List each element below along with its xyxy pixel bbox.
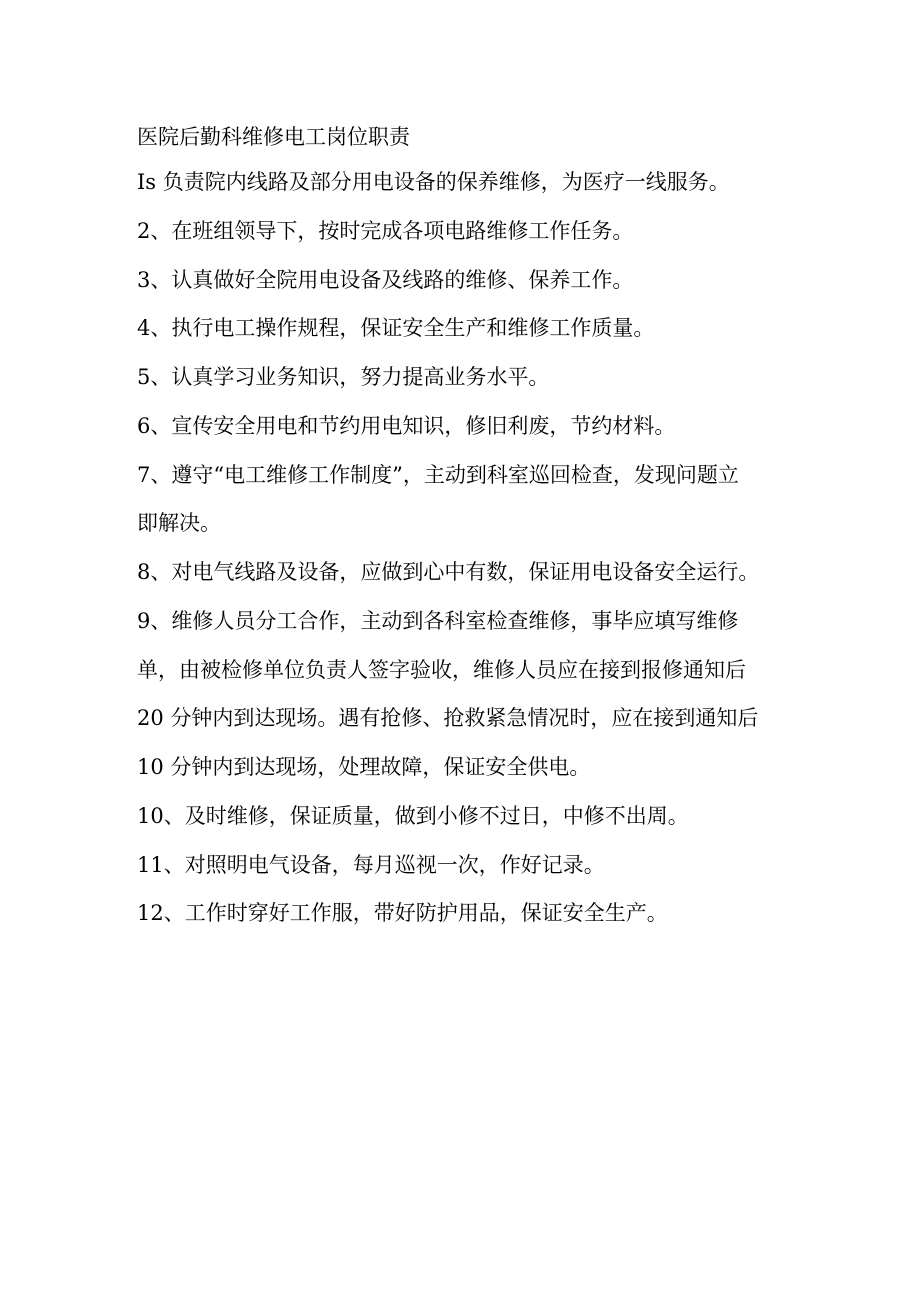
duty-item-10: 10、及时维修，保证质量，做到小修不过日，中修不出周。 <box>137 804 689 828</box>
duty-item-8: 8、对电气线路及设备，应做到心中有数，保证用电设备安全运行。 <box>137 560 760 584</box>
document-title: 医院后勤科维修电工岗位职责 <box>137 125 410 149</box>
duty-item-7-continued: 即解决。 <box>137 511 221 535</box>
duty-item-7: 7、遵守“电工维修工作制度”，主动到科室巡回检查，发现问题立 <box>137 463 739 487</box>
duty-item-11: 11、对照明电气设备，每月巡视一次，作好记录。 <box>137 853 605 877</box>
duty-item-2: 2、在班组领导下，按时完成各项电路维修工作任务。 <box>137 219 634 243</box>
duty-item-12: 12、工作时穿好工作服，带好防护用品，保证安全生产。 <box>137 901 668 925</box>
duty-item-9-continued-2: 20 分钟内到达现场。遇有抢修、抢救紧急情况时，应在接到通知后 <box>137 706 759 730</box>
duty-item-9-continued-1: 单，由被检修单位负责人签字验收，维修人员应在接到报修通知后 <box>137 658 746 682</box>
duty-item-9-continued-3: 10 分钟内到达现场，处理故障，保证安全供电。 <box>137 755 591 779</box>
duty-item-4: 4、执行电工操作规程，保证安全生产和维修工作质量。 <box>137 316 655 340</box>
duty-item-1: Is 负责院内线路及部分用电设备的保养维修，为医疗一线服务。 <box>137 170 730 194</box>
duty-item-6: 6、宣传安全用电和节约用电知识，修旧利废，节约材料。 <box>137 414 676 438</box>
duty-item-3: 3、认真做好全院用电设备及线路的维修、保养工作。 <box>137 268 634 292</box>
duty-item-5: 5、认真学习业务知识，努力提高业务水平。 <box>137 365 550 389</box>
duty-item-9: 9、维修人员分工合作，主动到各科室检查维修，事毕应填写维修 <box>137 609 739 633</box>
